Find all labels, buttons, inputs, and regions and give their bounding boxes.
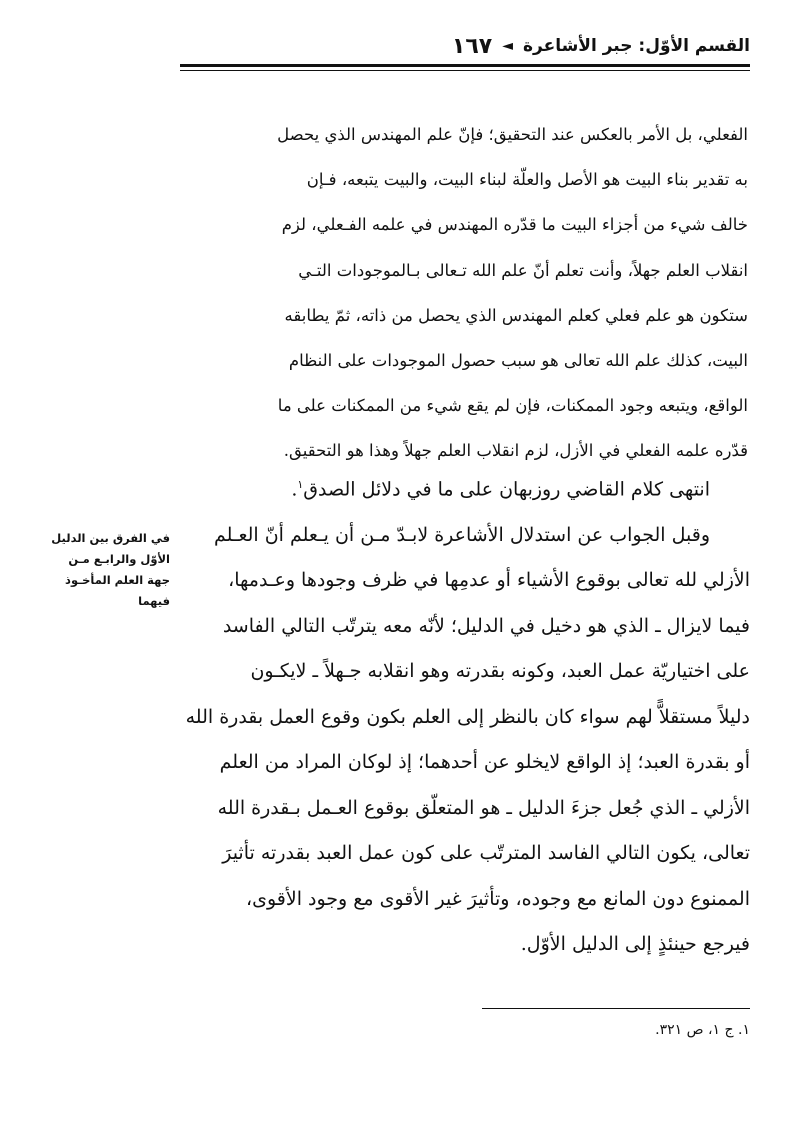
closing-line: انتهى كلام القاضي روزبهان على ما في دلائل الصدق$^١$. (291, 478, 710, 501)
footnote: ١. ج ١، ص ٣٢١. (655, 1022, 750, 1038)
quote-line: انقلاب العلم جهلاً، وأنت تعلم أنّ علم الله تـعالى بـالموجودات التـي (298, 260, 748, 280)
main-line: فيرجع حينئذٍ إلى الدليل الأوّل. (520, 933, 750, 956)
margin-note: في الفرق بين الدليل الأوّل والرابـع مـن جهة العلم المأخـوذ فيهما (51, 531, 170, 608)
main-line: أو بقدرة العبد؛ إذ الواقع لايخلو عن أحدهما؛ إذ لوكان المراد من العلم (219, 751, 750, 774)
main-line: دليلاً مستقلاًّ لهم سواء كان بالنظر إلى العلم بكون وقوع العمل بقدرة الله (185, 705, 750, 728)
quoted-passage (182, 112, 748, 474)
main-line: الأزلي لله تعالى بوقوع الأشياء أو عدمِها في ظرف وجودها وعـدمها، (228, 569, 750, 592)
footnote-rule (482, 1008, 750, 1009)
quote-line: قدّره علمه الفعلي في الأزل، لزم انقلاب العلم جهلاً وهذا هو التحقيق. (283, 441, 748, 461)
arrow-icon: ◄ (502, 38, 513, 54)
main-line: على اختياريّة عمل العبد، وكونه بقدرته وهو انقلابه جـهلاً ـ لايكـون (250, 660, 750, 683)
quote-line: البيت، كذلك علم الله تعالى هو سبب حصول الموجودات على النظام (288, 351, 748, 371)
running-title: القسم الأوّل: جبر الأشاعرة (522, 36, 750, 56)
page-number: ١٦٧ (451, 33, 493, 59)
main-line: الممنوع دون المانع مع وجوده، وتأثيرَ غير الأقوى مع وجود الأقوى، (245, 887, 750, 910)
quote-line: ستكون هو علم فعلي كعلم المهندس الذي يحصل من ذاته، ثمّ يطابقه (284, 305, 748, 325)
main-line: وقبل الجواب عن استدلال الأشاعرة لابـدّ مـن أن يـعلم أنّ العـلم (213, 523, 710, 546)
main-line: فيما لايزال ـ الذي هو دخيل في الدليل؛ لأنّه معه يترتّب التالي الفاسد (222, 614, 750, 637)
quote-line: خالف شيء من أجزاء البيت ما قدّره المهندس في علمه الفـعلي، لزم (281, 215, 748, 235)
main-line: الأزلي ـ الذي جُعل جزءَ الدليل ـ هو المتعلّق بوقوع العـمل بـقدرة الله (217, 796, 750, 819)
header-rule-thin (180, 70, 750, 71)
quote-line: الفعلي، بل الأمر بالعكس عند التحقيق؛ فإنّ علم المهندس الذي يحصل (277, 125, 748, 144)
quote-line: به تقدير بناء البيت هو الأصل والعلّة لبناء البيت، والبيت يتبعه، فـإن (306, 170, 748, 190)
quote-line: الواقع، ويتبعه وجود الممكنات، فإن لم يقع شيء من الممكنات على ما (277, 396, 748, 416)
footnote-ref: ١ (297, 478, 304, 491)
closing-text: انتهى كلام القاضي روزبهان على ما في دلائل الصدق (303, 478, 710, 501)
header-rule-thick (180, 64, 750, 67)
main-line: تعالى، يكون التالي الفاسد المترتّب على كون عمل العبد بقدرته تأثيرَ (222, 842, 750, 865)
page-header (180, 28, 750, 64)
main-text (182, 462, 750, 968)
